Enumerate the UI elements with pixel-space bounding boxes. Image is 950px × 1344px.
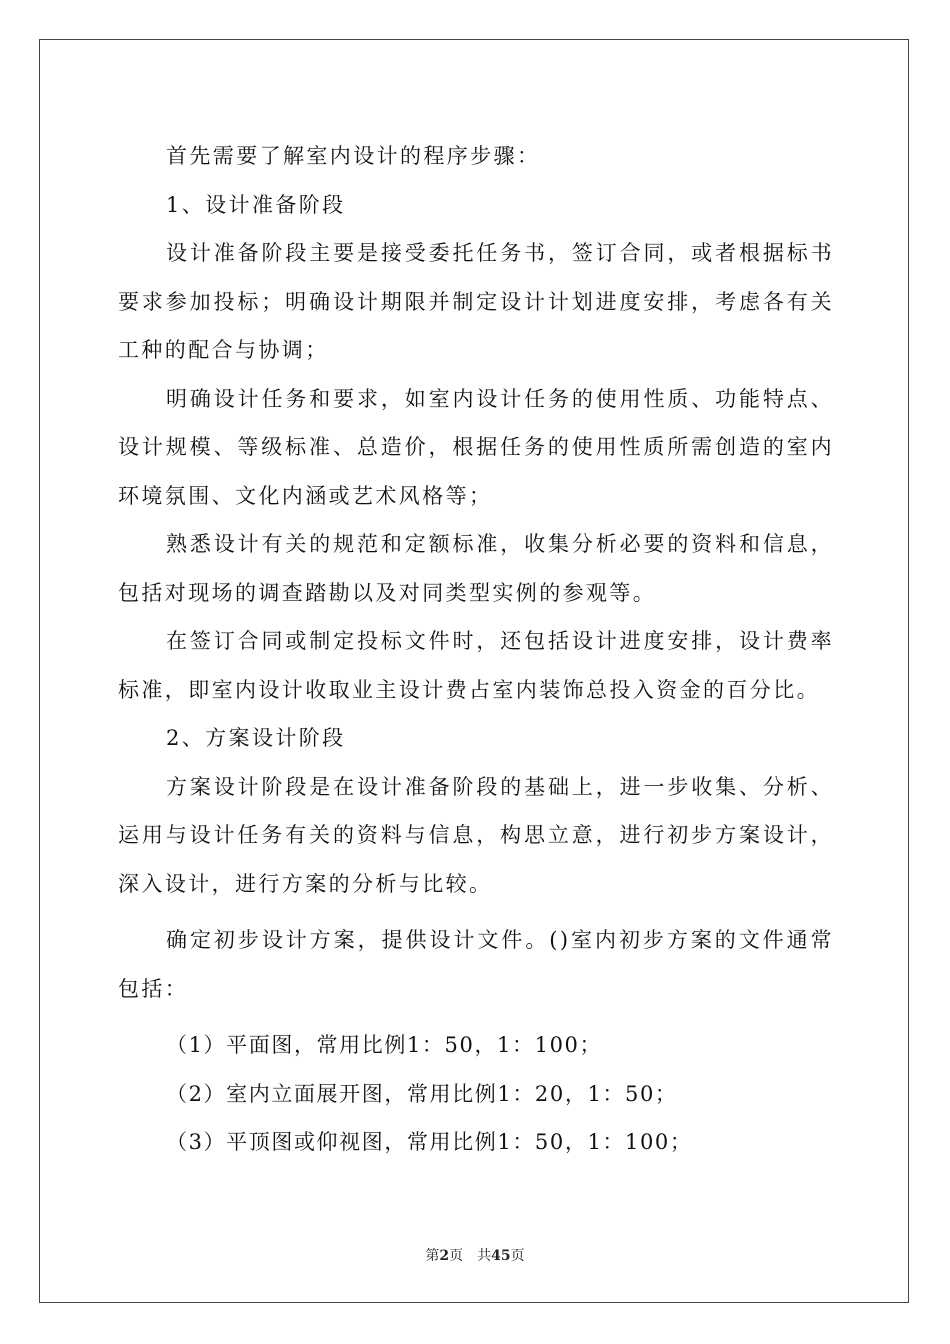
paragraph: 方案设计阶段是在设计准备阶段的基础上，进一步收集、分析、运用与设计任务有关的资料与信息，构思立意，进行初步方案设计，深入设计，进行方案的分析与比较。 — [118, 774, 834, 896]
paragraph: 熟悉设计有关的规范和定额标准，收集分析必要的资料和信息，包括对现场的调查踏勘以及对同类型实例的参观等。 — [118, 532, 834, 605]
list-item: （2）室内立面展开图，常用比例1：20，1：50； — [166, 1081, 678, 1106]
paragraph: 设计准备阶段主要是接受委托任务书，签订合同，或者根据标书要求参加投标；明确设计期限并制定设计计划进度安排，考虑各有关工种的配合与协调； — [118, 241, 834, 362]
page-footer — [0, 1245, 950, 1265]
paragraph: 确定初步设计方案，提供设计文件。()室内初步方案的文件通常包括： — [118, 928, 834, 1001]
footer-total-suffix: 页 — [510, 1248, 525, 1264]
section-heading-1: 1、设计准备阶段 — [166, 192, 346, 217]
total-pages-number: 45 — [491, 1248, 511, 1264]
section-heading-2: 2、方案设计阶段 — [166, 726, 346, 750]
list-item: （1）平面图，常用比例1：50，1：100； — [166, 1033, 603, 1057]
footer-prefix: 第 — [425, 1248, 440, 1264]
paragraph-intro: 首先需要了解室内设计的程序步骤： — [166, 144, 541, 168]
paragraph: 明确设计任务和要求，如室内设计任务的使用性质、功能特点、设计规模、等级标准、总造价，根据任务的使用性质所需创造的室内环境氛围、文化内涵或艺术风格等； — [118, 386, 834, 508]
footer-total-prefix: 共 — [477, 1248, 492, 1264]
footer-page-suffix: 页 — [449, 1248, 464, 1264]
document-body — [118, 132, 834, 1167]
list-item: （3）平顶图或仰视图，常用比例1：50，1：100； — [166, 1130, 693, 1154]
current-page-number: 2 — [439, 1248, 450, 1264]
paragraph: 在签订合同或制定投标文件时，还包括设计进度安排，设计费率标准，即室内设计收取业主设计费占室内装饰总投入资金的百分比。 — [118, 629, 834, 702]
